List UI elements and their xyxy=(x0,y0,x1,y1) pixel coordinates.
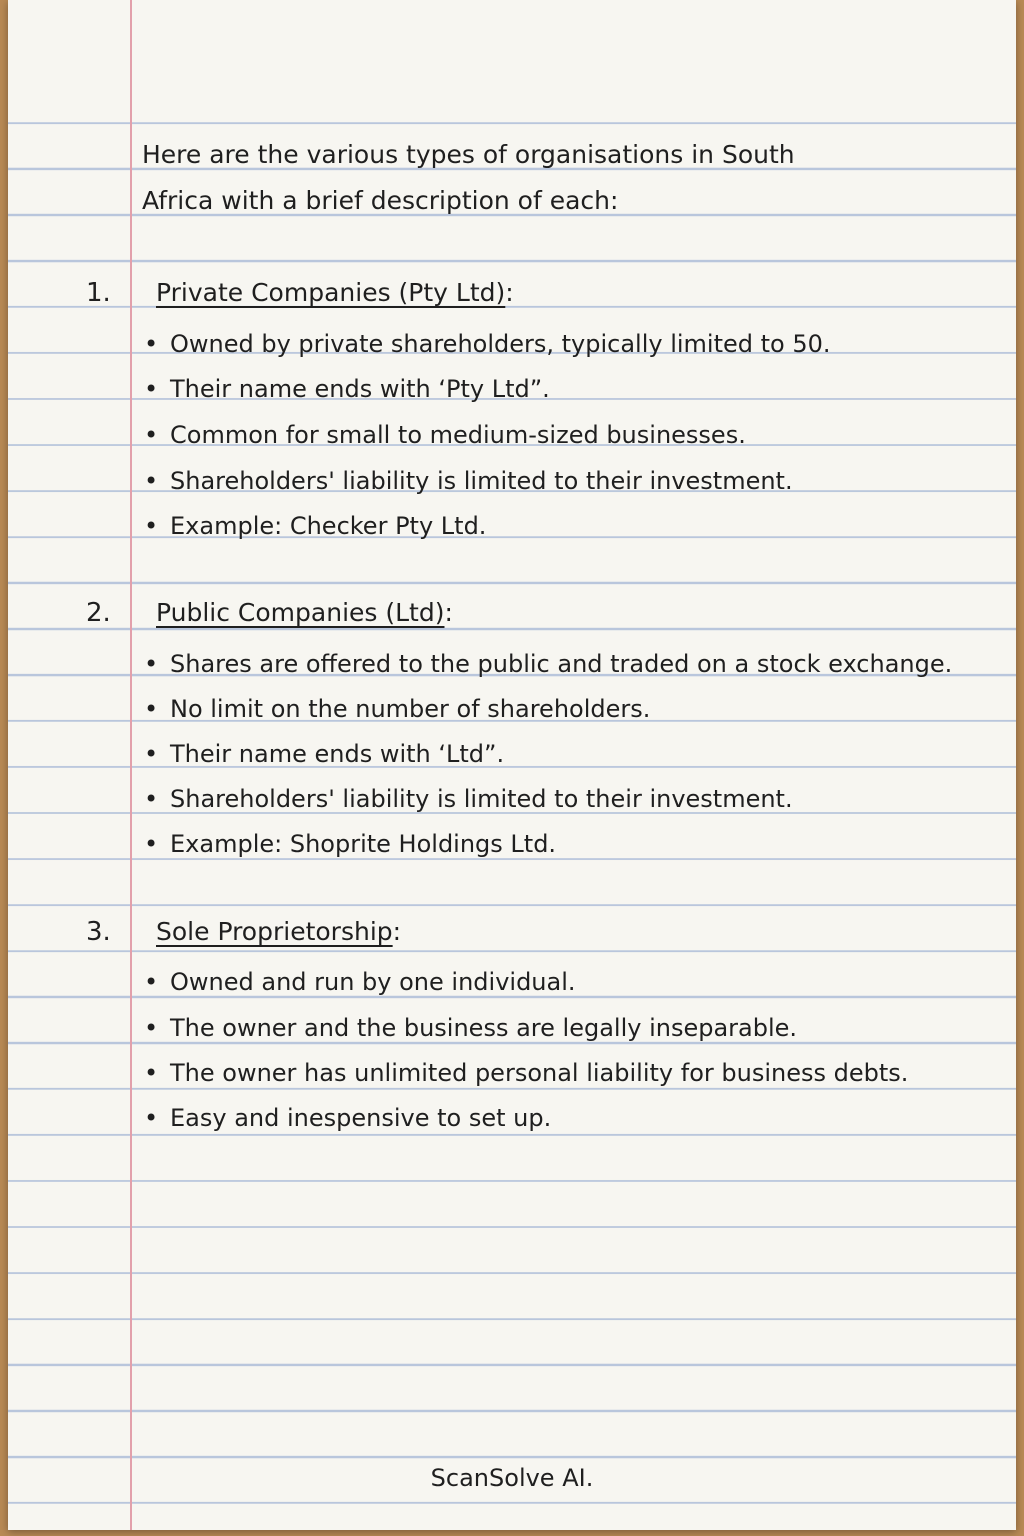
bullet-icon: • xyxy=(144,830,159,858)
section-3-bullet-4 xyxy=(144,1104,551,1132)
bullet-text: Owned and run by one individual. xyxy=(170,968,576,996)
section-1-bullet-3 xyxy=(144,421,746,449)
bullet-icon: • xyxy=(144,968,159,996)
section-2-bullet-3 xyxy=(144,740,504,768)
section-2-heading-colon: : xyxy=(444,598,453,627)
notebook-page xyxy=(8,0,1016,1530)
footer-signature: ScanSolve AI. xyxy=(430,1464,594,1492)
bullet-text: Example: Shoprite Holdings Ltd. xyxy=(170,830,557,858)
bullet-text: Shareholders' liability is limited to their investment. xyxy=(170,785,793,813)
bullet-icon: • xyxy=(144,375,159,403)
section-2-bullet-2 xyxy=(144,695,650,723)
section-3-bullet-1 xyxy=(144,968,576,996)
section-2-bullet-1 xyxy=(144,650,952,678)
section-1-heading xyxy=(156,278,514,307)
section-3-heading-text: Sole Proprietorship xyxy=(156,917,393,946)
section-3-heading xyxy=(156,917,401,946)
bullet-text: Shares are offered to the public and traded on a stock exchange. xyxy=(170,650,953,678)
bullet-text: Example: Checker Pty Ltd. xyxy=(170,512,487,540)
section-3-bullet-3 xyxy=(144,1059,908,1087)
bullet-icon: • xyxy=(144,467,159,495)
section-1-heading-text: Private Companies (Pty Ltd) xyxy=(156,278,506,307)
bullet-icon: • xyxy=(144,1104,159,1132)
bullet-text: Owned by private shareholders, typically limited to 50. xyxy=(170,330,831,358)
section-3-number: 3. xyxy=(86,917,111,947)
section-2-heading-text: Public Companies (Ltd) xyxy=(156,598,445,627)
section-1-bullet-1 xyxy=(144,330,831,358)
bullet-text: Their name ends with ‘Pty Ltd”. xyxy=(170,375,550,403)
bullet-text: Shareholders' liability is limited to their investment. xyxy=(170,467,793,495)
section-2-heading xyxy=(156,598,453,627)
section-1-heading-colon: : xyxy=(505,278,514,307)
margin-line xyxy=(130,0,132,1530)
intro-line-1: Here are the various types of organisations in South xyxy=(142,140,795,169)
bullet-text: The owner and the business are legally inseparable. xyxy=(170,1014,798,1042)
bullet-text: Easy and inespensive to set up. xyxy=(170,1104,552,1132)
section-1-bullet-5 xyxy=(144,512,486,540)
section-2-bullet-5 xyxy=(144,830,556,858)
bullet-text: Common for small to medium-sized businesses. xyxy=(170,421,746,449)
bullet-icon: • xyxy=(144,650,159,678)
bullet-icon: • xyxy=(144,785,159,813)
bullet-icon: • xyxy=(144,512,159,540)
bullet-icon: • xyxy=(144,1014,159,1042)
section-1-bullet-4 xyxy=(144,467,793,495)
section-2-number: 2. xyxy=(86,598,111,628)
bullet-icon: • xyxy=(144,740,159,768)
section-2-bullet-4 xyxy=(144,785,793,813)
section-3-bullet-2 xyxy=(144,1014,797,1042)
section-1-number: 1. xyxy=(86,278,111,308)
bullet-icon: • xyxy=(144,695,159,723)
bullet-icon: • xyxy=(144,1059,159,1087)
bullet-text: The owner has unlimited personal liability for business debts. xyxy=(170,1059,909,1087)
bullet-icon: • xyxy=(144,330,159,358)
bullet-text: No limit on the number of shareholders. xyxy=(170,695,651,723)
bullet-text: Their name ends with ‘Ltd”. xyxy=(170,740,505,768)
intro-line-2: Africa with a brief description of each: xyxy=(142,186,619,215)
bullet-icon: • xyxy=(144,421,159,449)
section-3-heading-colon: : xyxy=(392,917,402,946)
section-1-bullet-2 xyxy=(144,375,550,403)
